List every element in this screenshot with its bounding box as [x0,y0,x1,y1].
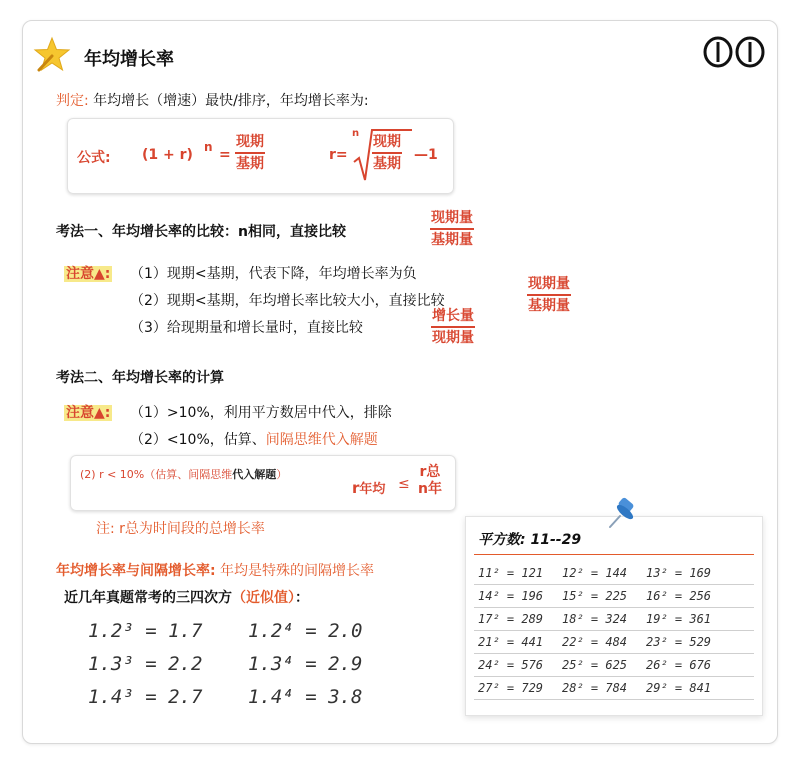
method1-item2-fraction: 现期量 基期量 [528,276,570,314]
method2-title: 考法二、年均增长率的计算 [56,370,224,386]
root-fraction: 现期 基期 [373,134,401,172]
power-item: 1.2³ = 1.7 [88,620,203,642]
method1-note-label: 注意▲: [66,266,111,282]
power-item: 1.2⁴ = 2.0 [248,620,363,642]
formula-exponent: n [204,140,213,154]
formula-left: (1 + r) [142,147,193,163]
warning-icon: ▲: [94,405,111,421]
formula-equals: = [219,147,231,163]
method2-box-text: (2) r < 10%（估算、间隔思维代入解题） [80,468,288,481]
pushpin-icon [606,494,642,530]
judge-line [56,90,369,110]
squares-title-rule [474,554,754,555]
method2-note: 注: r总为时间段的总增长率 [96,521,265,537]
power-item: 1.4⁴ = 3.8 [248,686,363,708]
formula-fraction: 现期 基期 [236,134,264,172]
powers-title: 近几年真题常考的三四次方（近似值）： [64,590,309,606]
squares-title: 平方数: 11--29 [478,532,582,548]
power-item: 1.3⁴ = 2.9 [248,653,363,675]
method2-box-le: ≤ [398,476,410,492]
table-row: 17² = 289 18² = 324 19² = 361 [474,608,754,631]
squares-table [465,516,763,716]
formula-r-lhs: r= [329,147,348,163]
judge-text: 年均增长（增速）最快/排序，年均增长率为: [93,93,369,109]
warning-icon: ▲: [94,266,111,282]
judge-label: 判定: [56,93,89,109]
method2-box-r-avg: r年均 [352,479,386,497]
table-row: 14² = 196 15² = 225 16² = 256 [474,585,754,608]
relation-line: 年均增长率与间隔增长率: 年均是特殊的间隔增长率 [56,563,375,579]
method1-item3-fraction: 增长量 现期量 [432,308,474,346]
method2-note-label: 注意▲: [66,405,111,421]
table-row: 24² = 576 25² = 625 26² = 676 [474,654,754,677]
method1-item-2: （2）现期<基期，年均增长率比较大小，直接比较 [130,293,445,309]
root-index: n [352,128,360,139]
table-row: 11² = 121 12² = 144 13² = 169 [474,562,754,585]
power-item: 1.4³ = 2.7 [88,686,203,708]
star-icon [33,36,71,74]
method2-item-2: （2）<10%，估算、间隔思维代入解题 [130,432,378,448]
method1-fraction: 现期量 基期量 [431,210,473,248]
power-item: 1.3³ = 2.2 [88,653,203,675]
table-row: 27² = 729 28² = 784 29² = 841 [474,677,754,700]
method2-item-1: （1）>10%，利用平方数居中代入，排除 [130,405,392,421]
formula-minus-one: —1 [414,147,438,163]
header-badge [702,36,766,72]
method1-item-1: （1）现期<基期，代表下降，年均增长率为负 [130,266,417,282]
page-title: 年均增长率 [84,49,174,70]
table-row: 21² = 441 22² = 484 23² = 529 [474,631,754,654]
method1-item-3: （3）给现期量和增长量时，直接比较 [130,320,363,336]
method2-box-r-total: r总 n年 [418,464,442,497]
formula-label: 公式: [77,150,111,166]
method1-title: 考法一、年均增长率的比较：n相同，直接比较 [56,224,346,240]
